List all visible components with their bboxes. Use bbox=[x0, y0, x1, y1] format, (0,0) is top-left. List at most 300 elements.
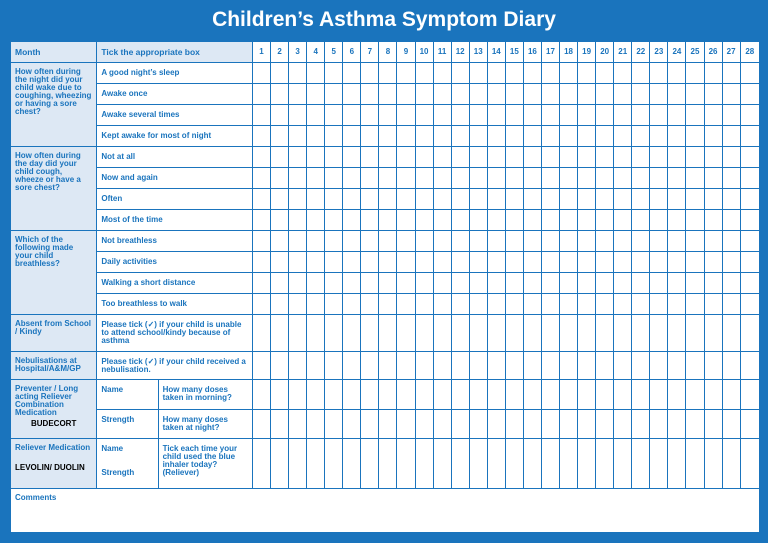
day-tick-box[interactable] bbox=[740, 231, 759, 252]
day-tick-box[interactable] bbox=[523, 410, 541, 439]
day-tick-box[interactable] bbox=[704, 231, 722, 252]
day-tick-box[interactable] bbox=[686, 105, 704, 126]
day-tick-box[interactable] bbox=[415, 231, 433, 252]
day-tick-box[interactable] bbox=[307, 380, 325, 410]
day-tick-box[interactable] bbox=[505, 273, 523, 294]
day-tick-box[interactable] bbox=[578, 147, 596, 168]
day-tick-box[interactable] bbox=[433, 147, 451, 168]
day-tick-box[interactable] bbox=[307, 63, 325, 84]
day-tick-box[interactable] bbox=[560, 252, 578, 273]
day-tick-box[interactable] bbox=[252, 439, 270, 489]
day-tick-box[interactable] bbox=[632, 168, 650, 189]
day-tick-box[interactable] bbox=[379, 126, 397, 147]
day-tick-box[interactable] bbox=[614, 63, 632, 84]
day-tick-box[interactable] bbox=[397, 84, 415, 105]
day-tick-box[interactable] bbox=[523, 105, 541, 126]
day-tick-box[interactable] bbox=[668, 126, 686, 147]
day-tick-box[interactable] bbox=[560, 63, 578, 84]
day-tick-box[interactable] bbox=[343, 189, 361, 210]
day-tick-box[interactable] bbox=[650, 126, 668, 147]
day-tick-box[interactable] bbox=[505, 294, 523, 315]
day-tick-box[interactable] bbox=[541, 352, 559, 380]
day-tick-box[interactable] bbox=[325, 294, 343, 315]
day-tick-box[interactable] bbox=[379, 252, 397, 273]
day-tick-box[interactable] bbox=[650, 147, 668, 168]
day-tick-box[interactable] bbox=[505, 105, 523, 126]
day-tick-box[interactable] bbox=[596, 352, 614, 380]
day-tick-box[interactable] bbox=[343, 210, 361, 231]
day-tick-box[interactable] bbox=[451, 210, 469, 231]
day-tick-box[interactable] bbox=[433, 189, 451, 210]
day-tick-box[interactable] bbox=[523, 352, 541, 380]
day-tick-box[interactable] bbox=[704, 380, 722, 410]
day-tick-box[interactable] bbox=[361, 439, 379, 489]
day-tick-box[interactable] bbox=[325, 168, 343, 189]
day-tick-box[interactable] bbox=[252, 380, 270, 410]
day-tick-box[interactable] bbox=[505, 189, 523, 210]
day-tick-box[interactable] bbox=[541, 410, 559, 439]
day-tick-box[interactable] bbox=[632, 105, 650, 126]
day-tick-box[interactable] bbox=[560, 410, 578, 439]
day-tick-box[interactable] bbox=[541, 252, 559, 273]
day-tick-box[interactable] bbox=[523, 168, 541, 189]
day-tick-box[interactable] bbox=[271, 294, 289, 315]
day-tick-box[interactable] bbox=[469, 380, 487, 410]
day-tick-box[interactable] bbox=[289, 439, 307, 489]
day-tick-box[interactable] bbox=[379, 63, 397, 84]
day-tick-box[interactable] bbox=[343, 63, 361, 84]
day-tick-box[interactable] bbox=[252, 126, 270, 147]
day-tick-box[interactable] bbox=[704, 439, 722, 489]
day-tick-box[interactable] bbox=[397, 439, 415, 489]
day-tick-box[interactable] bbox=[361, 273, 379, 294]
day-tick-box[interactable] bbox=[343, 105, 361, 126]
day-tick-box[interactable] bbox=[722, 84, 740, 105]
day-tick-box[interactable] bbox=[505, 210, 523, 231]
day-tick-box[interactable] bbox=[307, 231, 325, 252]
day-tick-box[interactable] bbox=[740, 168, 759, 189]
day-tick-box[interactable] bbox=[596, 189, 614, 210]
day-tick-box[interactable] bbox=[451, 147, 469, 168]
day-tick-box[interactable] bbox=[451, 315, 469, 352]
day-tick-box[interactable] bbox=[632, 231, 650, 252]
day-tick-box[interactable] bbox=[433, 84, 451, 105]
day-tick-box[interactable] bbox=[578, 439, 596, 489]
day-tick-box[interactable] bbox=[578, 189, 596, 210]
day-tick-box[interactable] bbox=[722, 352, 740, 380]
day-tick-box[interactable] bbox=[289, 315, 307, 352]
day-tick-box[interactable] bbox=[722, 210, 740, 231]
day-tick-box[interactable] bbox=[523, 315, 541, 352]
day-tick-box[interactable] bbox=[343, 315, 361, 352]
day-tick-box[interactable] bbox=[397, 189, 415, 210]
day-tick-box[interactable] bbox=[686, 63, 704, 84]
day-tick-box[interactable] bbox=[523, 380, 541, 410]
day-tick-box[interactable] bbox=[433, 352, 451, 380]
day-tick-box[interactable] bbox=[433, 231, 451, 252]
day-tick-box[interactable] bbox=[325, 252, 343, 273]
day-tick-box[interactable] bbox=[578, 210, 596, 231]
comments-field[interactable]: Comments bbox=[11, 489, 760, 533]
day-tick-box[interactable] bbox=[541, 168, 559, 189]
day-tick-box[interactable] bbox=[343, 273, 361, 294]
day-tick-box[interactable] bbox=[614, 189, 632, 210]
day-tick-box[interactable] bbox=[325, 105, 343, 126]
day-tick-box[interactable] bbox=[415, 63, 433, 84]
day-tick-box[interactable] bbox=[722, 63, 740, 84]
day-tick-box[interactable] bbox=[505, 168, 523, 189]
day-tick-box[interactable] bbox=[325, 273, 343, 294]
day-tick-box[interactable] bbox=[560, 168, 578, 189]
day-tick-box[interactable] bbox=[415, 352, 433, 380]
day-tick-box[interactable] bbox=[596, 380, 614, 410]
day-tick-box[interactable] bbox=[343, 147, 361, 168]
day-tick-box[interactable] bbox=[289, 210, 307, 231]
day-tick-box[interactable] bbox=[740, 105, 759, 126]
day-tick-box[interactable] bbox=[668, 439, 686, 489]
day-tick-box[interactable] bbox=[451, 439, 469, 489]
day-tick-box[interactable] bbox=[632, 84, 650, 105]
day-tick-box[interactable] bbox=[379, 231, 397, 252]
day-tick-box[interactable] bbox=[686, 410, 704, 439]
day-tick-box[interactable] bbox=[722, 380, 740, 410]
day-tick-box[interactable] bbox=[487, 84, 505, 105]
day-tick-box[interactable] bbox=[307, 315, 325, 352]
day-tick-box[interactable] bbox=[523, 294, 541, 315]
day-tick-box[interactable] bbox=[271, 189, 289, 210]
day-tick-box[interactable] bbox=[632, 252, 650, 273]
day-tick-box[interactable] bbox=[740, 63, 759, 84]
day-tick-box[interactable] bbox=[560, 380, 578, 410]
day-tick-box[interactable] bbox=[740, 273, 759, 294]
day-tick-box[interactable] bbox=[325, 84, 343, 105]
day-tick-box[interactable] bbox=[361, 231, 379, 252]
day-tick-box[interactable] bbox=[271, 84, 289, 105]
day-tick-box[interactable] bbox=[560, 231, 578, 252]
day-tick-box[interactable] bbox=[722, 410, 740, 439]
day-tick-box[interactable] bbox=[397, 126, 415, 147]
day-tick-box[interactable] bbox=[523, 210, 541, 231]
day-tick-box[interactable] bbox=[704, 210, 722, 231]
day-tick-box[interactable] bbox=[451, 84, 469, 105]
day-tick-box[interactable] bbox=[541, 380, 559, 410]
day-tick-box[interactable] bbox=[650, 294, 668, 315]
day-tick-box[interactable] bbox=[740, 439, 759, 489]
day-tick-box[interactable] bbox=[325, 231, 343, 252]
day-tick-box[interactable] bbox=[397, 380, 415, 410]
day-tick-box[interactable] bbox=[686, 315, 704, 352]
day-tick-box[interactable] bbox=[650, 380, 668, 410]
day-tick-box[interactable] bbox=[361, 189, 379, 210]
day-tick-box[interactable] bbox=[307, 439, 325, 489]
day-tick-box[interactable] bbox=[704, 84, 722, 105]
day-tick-box[interactable] bbox=[415, 189, 433, 210]
day-tick-box[interactable] bbox=[505, 380, 523, 410]
day-tick-box[interactable] bbox=[433, 315, 451, 352]
day-tick-box[interactable] bbox=[523, 126, 541, 147]
day-tick-box[interactable] bbox=[289, 126, 307, 147]
day-tick-box[interactable] bbox=[578, 168, 596, 189]
day-tick-box[interactable] bbox=[686, 294, 704, 315]
day-tick-box[interactable] bbox=[271, 439, 289, 489]
day-tick-box[interactable] bbox=[397, 105, 415, 126]
day-tick-box[interactable] bbox=[650, 210, 668, 231]
day-tick-box[interactable] bbox=[686, 84, 704, 105]
day-tick-box[interactable] bbox=[541, 126, 559, 147]
day-tick-box[interactable] bbox=[252, 315, 270, 352]
day-tick-box[interactable] bbox=[487, 210, 505, 231]
day-tick-box[interactable] bbox=[686, 189, 704, 210]
day-tick-box[interactable] bbox=[560, 84, 578, 105]
day-tick-box[interactable] bbox=[343, 410, 361, 439]
day-tick-box[interactable] bbox=[560, 189, 578, 210]
day-tick-box[interactable] bbox=[686, 147, 704, 168]
day-tick-box[interactable] bbox=[271, 273, 289, 294]
day-tick-box[interactable] bbox=[271, 380, 289, 410]
day-tick-box[interactable] bbox=[289, 294, 307, 315]
day-tick-box[interactable] bbox=[469, 294, 487, 315]
day-tick-box[interactable] bbox=[343, 126, 361, 147]
day-tick-box[interactable] bbox=[343, 84, 361, 105]
day-tick-box[interactable] bbox=[505, 147, 523, 168]
day-tick-box[interactable] bbox=[686, 252, 704, 273]
day-tick-box[interactable] bbox=[361, 168, 379, 189]
day-tick-box[interactable] bbox=[487, 63, 505, 84]
day-tick-box[interactable] bbox=[487, 352, 505, 380]
day-tick-box[interactable] bbox=[668, 189, 686, 210]
day-tick-box[interactable] bbox=[343, 231, 361, 252]
day-tick-box[interactable] bbox=[560, 352, 578, 380]
day-tick-box[interactable] bbox=[740, 189, 759, 210]
day-tick-box[interactable] bbox=[271, 410, 289, 439]
day-tick-box[interactable] bbox=[415, 410, 433, 439]
day-tick-box[interactable] bbox=[650, 439, 668, 489]
day-tick-box[interactable] bbox=[361, 252, 379, 273]
day-tick-box[interactable] bbox=[379, 189, 397, 210]
day-tick-box[interactable] bbox=[614, 252, 632, 273]
day-tick-box[interactable] bbox=[650, 252, 668, 273]
day-tick-box[interactable] bbox=[686, 210, 704, 231]
day-tick-box[interactable] bbox=[433, 294, 451, 315]
day-tick-box[interactable] bbox=[343, 168, 361, 189]
day-tick-box[interactable] bbox=[289, 352, 307, 380]
day-tick-box[interactable] bbox=[252, 189, 270, 210]
day-tick-box[interactable] bbox=[271, 105, 289, 126]
day-tick-box[interactable] bbox=[704, 168, 722, 189]
day-tick-box[interactable] bbox=[596, 252, 614, 273]
day-tick-box[interactable] bbox=[632, 410, 650, 439]
day-tick-box[interactable] bbox=[415, 315, 433, 352]
day-tick-box[interactable] bbox=[523, 189, 541, 210]
day-tick-box[interactable] bbox=[487, 168, 505, 189]
day-tick-box[interactable] bbox=[361, 294, 379, 315]
day-tick-box[interactable] bbox=[614, 315, 632, 352]
day-tick-box[interactable] bbox=[397, 273, 415, 294]
day-tick-box[interactable] bbox=[397, 231, 415, 252]
day-tick-box[interactable] bbox=[252, 252, 270, 273]
day-tick-box[interactable] bbox=[632, 189, 650, 210]
day-tick-box[interactable] bbox=[325, 210, 343, 231]
day-tick-box[interactable] bbox=[361, 315, 379, 352]
day-tick-box[interactable] bbox=[541, 273, 559, 294]
day-tick-box[interactable] bbox=[487, 380, 505, 410]
day-tick-box[interactable] bbox=[596, 147, 614, 168]
day-tick-box[interactable] bbox=[252, 63, 270, 84]
day-tick-box[interactable] bbox=[541, 84, 559, 105]
day-tick-box[interactable] bbox=[614, 439, 632, 489]
day-tick-box[interactable] bbox=[451, 273, 469, 294]
day-tick-box[interactable] bbox=[487, 126, 505, 147]
day-tick-box[interactable] bbox=[415, 105, 433, 126]
day-tick-box[interactable] bbox=[252, 273, 270, 294]
day-tick-box[interactable] bbox=[668, 210, 686, 231]
day-tick-box[interactable] bbox=[596, 231, 614, 252]
day-tick-box[interactable] bbox=[289, 63, 307, 84]
day-tick-box[interactable] bbox=[614, 380, 632, 410]
day-tick-box[interactable] bbox=[379, 439, 397, 489]
day-tick-box[interactable] bbox=[632, 352, 650, 380]
day-tick-box[interactable] bbox=[523, 63, 541, 84]
day-tick-box[interactable] bbox=[361, 210, 379, 231]
day-tick-box[interactable] bbox=[271, 63, 289, 84]
day-tick-box[interactable] bbox=[325, 63, 343, 84]
day-tick-box[interactable] bbox=[433, 410, 451, 439]
day-tick-box[interactable] bbox=[379, 210, 397, 231]
day-tick-box[interactable] bbox=[415, 380, 433, 410]
day-tick-box[interactable] bbox=[289, 84, 307, 105]
day-tick-box[interactable] bbox=[397, 315, 415, 352]
day-tick-box[interactable] bbox=[596, 273, 614, 294]
day-tick-box[interactable] bbox=[433, 210, 451, 231]
day-tick-box[interactable] bbox=[379, 380, 397, 410]
day-tick-box[interactable] bbox=[433, 380, 451, 410]
day-tick-box[interactable] bbox=[523, 147, 541, 168]
day-tick-box[interactable] bbox=[704, 189, 722, 210]
day-tick-box[interactable] bbox=[541, 105, 559, 126]
day-tick-box[interactable] bbox=[668, 84, 686, 105]
day-tick-box[interactable] bbox=[650, 168, 668, 189]
day-tick-box[interactable] bbox=[271, 210, 289, 231]
day-tick-box[interactable] bbox=[379, 147, 397, 168]
day-tick-box[interactable] bbox=[307, 126, 325, 147]
day-tick-box[interactable] bbox=[415, 168, 433, 189]
day-tick-box[interactable] bbox=[668, 231, 686, 252]
day-tick-box[interactable] bbox=[289, 231, 307, 252]
day-tick-box[interactable] bbox=[307, 168, 325, 189]
day-tick-box[interactable] bbox=[397, 210, 415, 231]
day-tick-box[interactable] bbox=[271, 168, 289, 189]
day-tick-box[interactable] bbox=[252, 352, 270, 380]
day-tick-box[interactable] bbox=[252, 147, 270, 168]
day-tick-box[interactable] bbox=[289, 147, 307, 168]
day-tick-box[interactable] bbox=[541, 147, 559, 168]
day-tick-box[interactable] bbox=[487, 439, 505, 489]
day-tick-box[interactable] bbox=[289, 189, 307, 210]
day-tick-box[interactable] bbox=[505, 63, 523, 84]
day-tick-box[interactable] bbox=[289, 252, 307, 273]
day-tick-box[interactable] bbox=[632, 273, 650, 294]
day-tick-box[interactable] bbox=[722, 231, 740, 252]
day-tick-box[interactable] bbox=[668, 352, 686, 380]
day-tick-box[interactable] bbox=[632, 315, 650, 352]
day-tick-box[interactable] bbox=[541, 315, 559, 352]
day-tick-box[interactable] bbox=[361, 105, 379, 126]
day-tick-box[interactable] bbox=[397, 294, 415, 315]
day-tick-box[interactable] bbox=[469, 252, 487, 273]
day-tick-box[interactable] bbox=[632, 439, 650, 489]
day-tick-box[interactable] bbox=[451, 168, 469, 189]
day-tick-box[interactable] bbox=[469, 84, 487, 105]
day-tick-box[interactable] bbox=[325, 147, 343, 168]
day-tick-box[interactable] bbox=[596, 126, 614, 147]
day-tick-box[interactable] bbox=[614, 210, 632, 231]
day-tick-box[interactable] bbox=[740, 84, 759, 105]
day-tick-box[interactable] bbox=[433, 126, 451, 147]
day-tick-box[interactable] bbox=[541, 294, 559, 315]
day-tick-box[interactable] bbox=[560, 105, 578, 126]
day-tick-box[interactable] bbox=[686, 126, 704, 147]
day-tick-box[interactable] bbox=[722, 294, 740, 315]
day-tick-box[interactable] bbox=[487, 105, 505, 126]
day-tick-box[interactable] bbox=[560, 147, 578, 168]
day-tick-box[interactable] bbox=[650, 105, 668, 126]
day-tick-box[interactable] bbox=[596, 294, 614, 315]
day-tick-box[interactable] bbox=[632, 126, 650, 147]
day-tick-box[interactable] bbox=[686, 273, 704, 294]
day-tick-box[interactable] bbox=[487, 294, 505, 315]
day-tick-box[interactable] bbox=[632, 210, 650, 231]
day-tick-box[interactable] bbox=[686, 352, 704, 380]
day-tick-box[interactable] bbox=[307, 352, 325, 380]
day-tick-box[interactable] bbox=[596, 410, 614, 439]
day-tick-box[interactable] bbox=[252, 410, 270, 439]
day-tick-box[interactable] bbox=[325, 410, 343, 439]
day-tick-box[interactable] bbox=[704, 147, 722, 168]
day-tick-box[interactable] bbox=[415, 294, 433, 315]
day-tick-box[interactable] bbox=[596, 105, 614, 126]
day-tick-box[interactable] bbox=[722, 273, 740, 294]
day-tick-box[interactable] bbox=[361, 380, 379, 410]
day-tick-box[interactable] bbox=[415, 126, 433, 147]
day-tick-box[interactable] bbox=[596, 63, 614, 84]
day-tick-box[interactable] bbox=[523, 84, 541, 105]
day-tick-box[interactable] bbox=[307, 410, 325, 439]
day-tick-box[interactable] bbox=[307, 294, 325, 315]
day-tick-box[interactable] bbox=[740, 252, 759, 273]
day-tick-box[interactable] bbox=[379, 84, 397, 105]
day-tick-box[interactable] bbox=[740, 380, 759, 410]
day-tick-box[interactable] bbox=[541, 439, 559, 489]
day-tick-box[interactable] bbox=[560, 126, 578, 147]
day-tick-box[interactable] bbox=[650, 273, 668, 294]
day-tick-box[interactable] bbox=[523, 273, 541, 294]
day-tick-box[interactable] bbox=[704, 105, 722, 126]
day-tick-box[interactable] bbox=[614, 168, 632, 189]
day-tick-box[interactable] bbox=[505, 352, 523, 380]
day-tick-box[interactable] bbox=[361, 147, 379, 168]
day-tick-box[interactable] bbox=[271, 147, 289, 168]
day-tick-box[interactable] bbox=[722, 315, 740, 352]
day-tick-box[interactable] bbox=[650, 63, 668, 84]
day-tick-box[interactable] bbox=[541, 189, 559, 210]
day-tick-box[interactable] bbox=[252, 105, 270, 126]
day-tick-box[interactable] bbox=[578, 105, 596, 126]
day-tick-box[interactable] bbox=[704, 273, 722, 294]
day-tick-box[interactable] bbox=[325, 126, 343, 147]
day-tick-box[interactable] bbox=[433, 168, 451, 189]
day-tick-box[interactable] bbox=[668, 273, 686, 294]
day-tick-box[interactable] bbox=[686, 168, 704, 189]
